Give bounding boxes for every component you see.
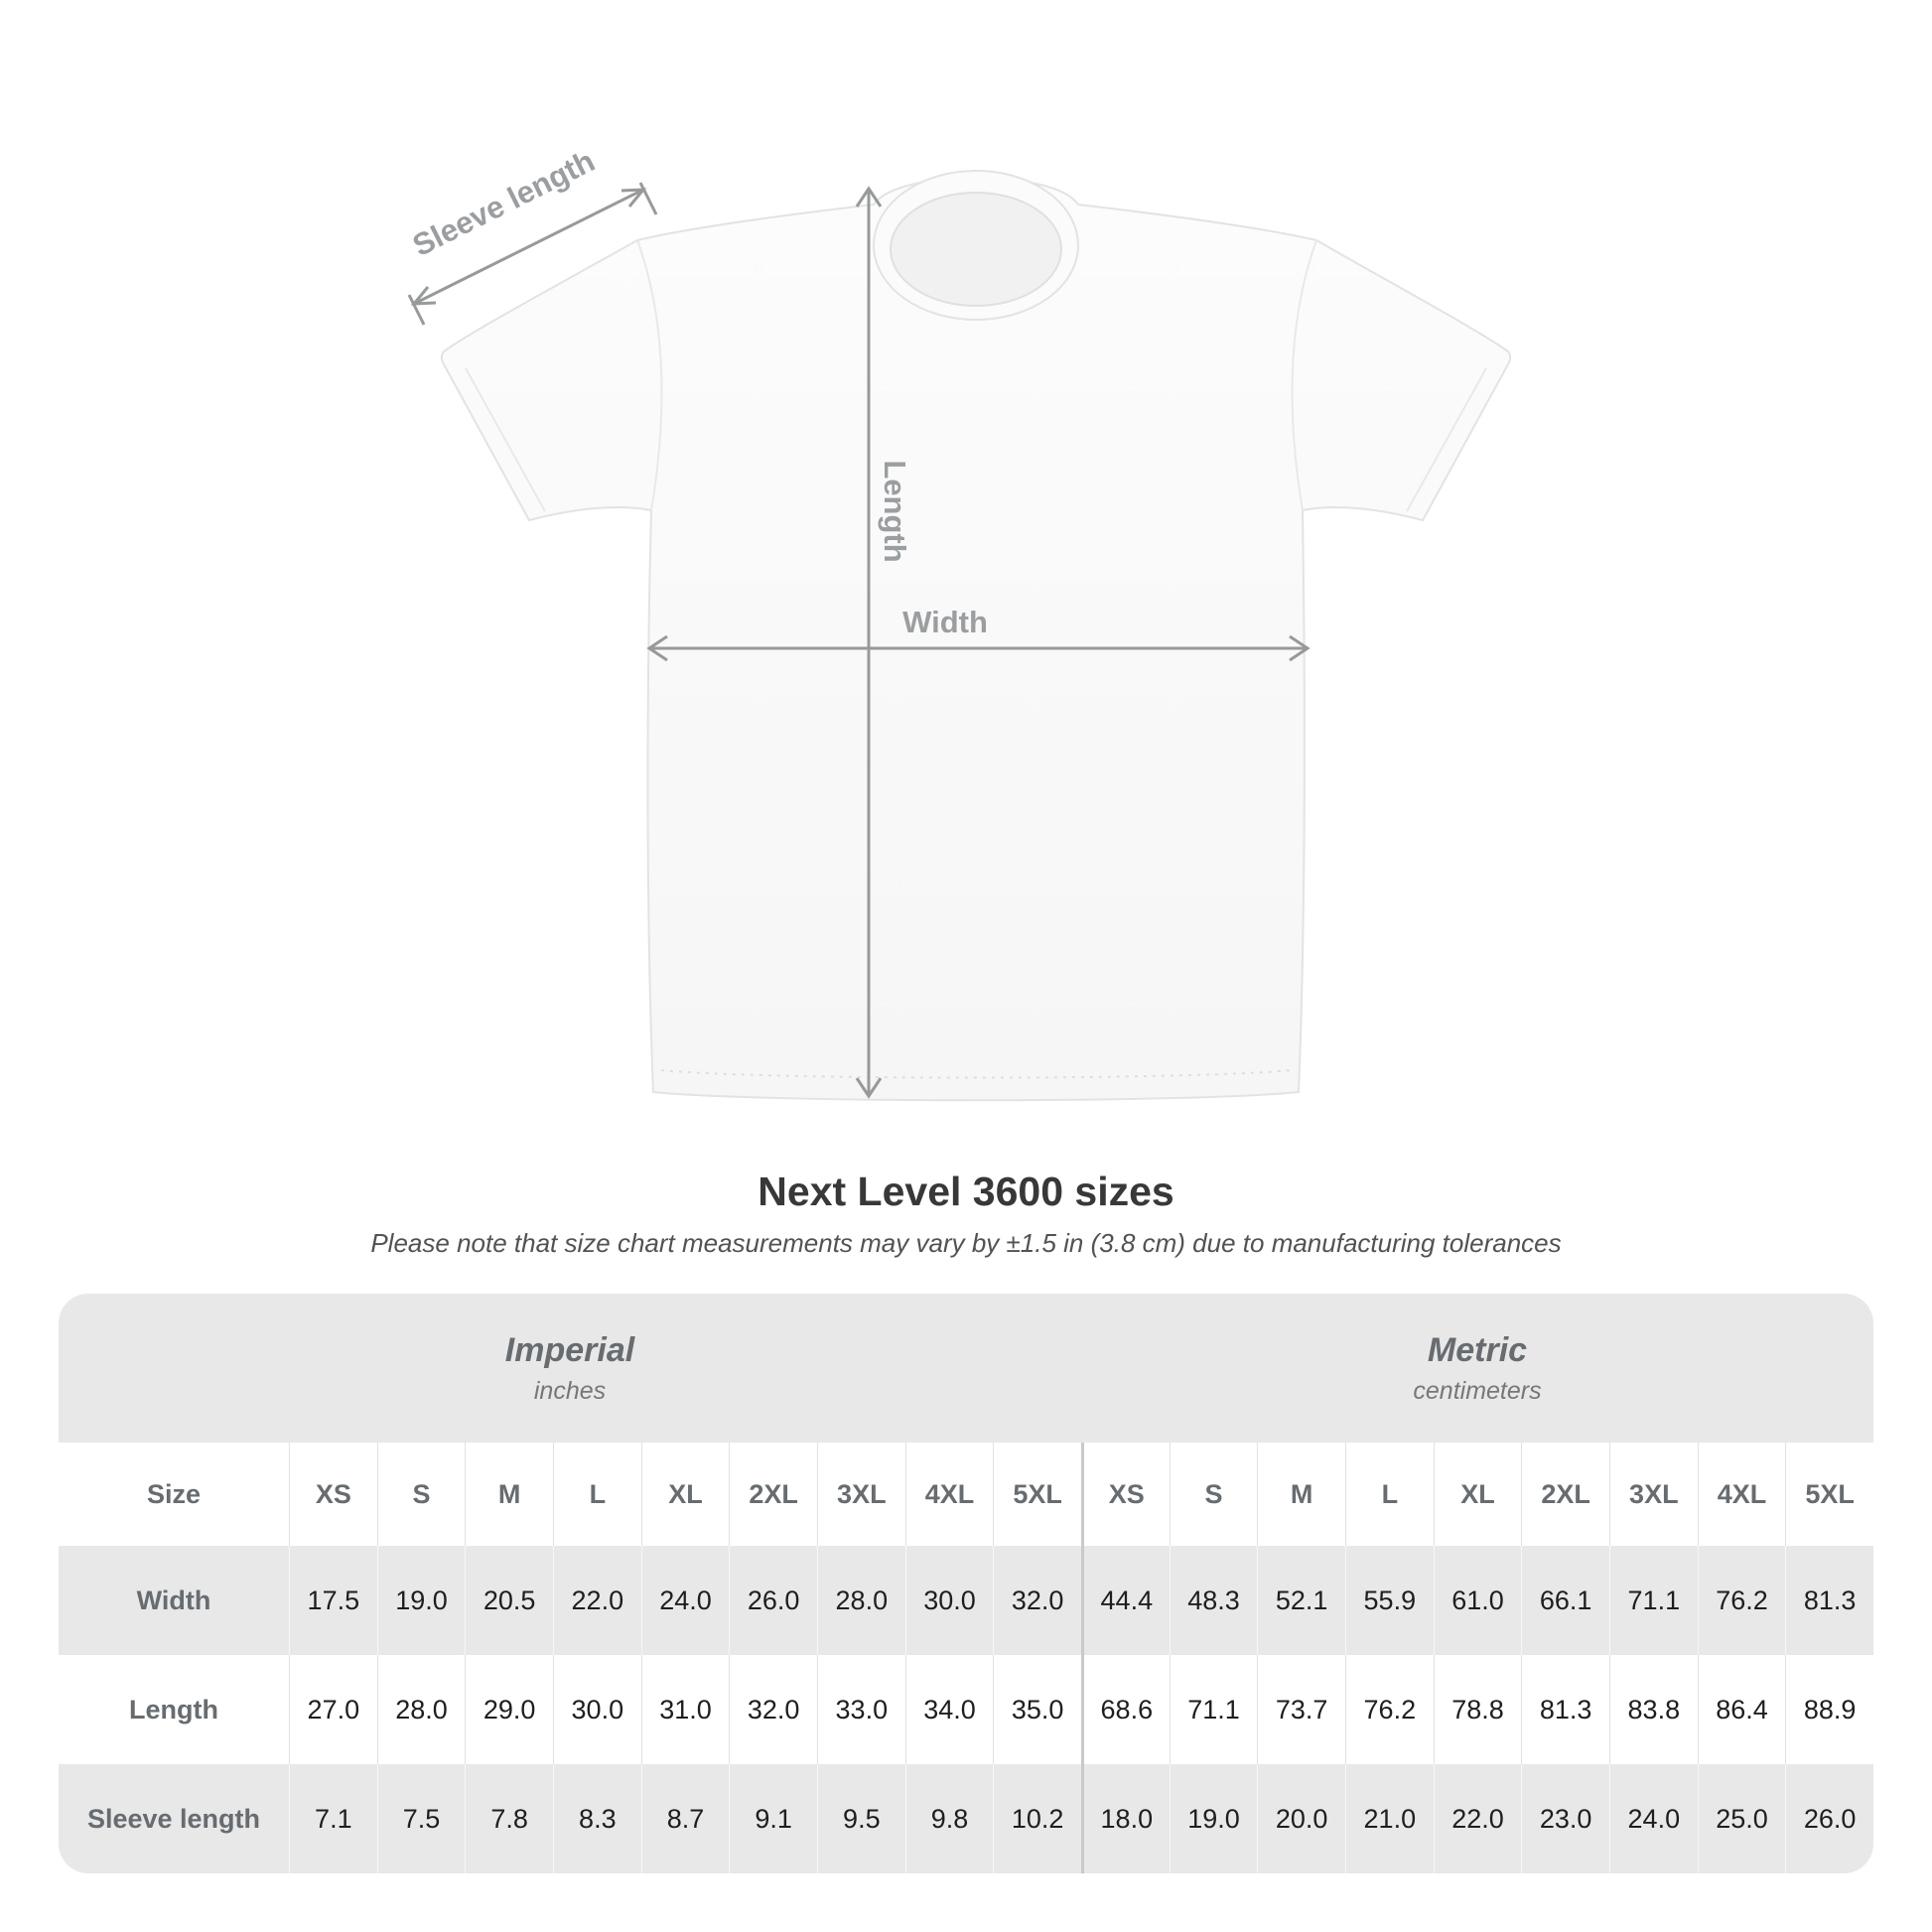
value-cell: 66.1 <box>1521 1546 1609 1655</box>
metric-header <box>1081 1294 1873 1443</box>
value-cell: 55.9 <box>1345 1546 1434 1655</box>
size-header: S <box>377 1443 466 1546</box>
value-cell: 32.0 <box>993 1546 1081 1655</box>
unit-header-band <box>59 1294 1873 1443</box>
value-cell: 30.0 <box>553 1655 641 1764</box>
value-cell: 68.6 <box>1081 1655 1170 1764</box>
value-cell: 7.5 <box>377 1764 466 1873</box>
value-cell: 22.0 <box>1434 1764 1522 1873</box>
value-cell: 28.0 <box>377 1655 466 1764</box>
value-cell: 81.3 <box>1521 1655 1609 1764</box>
page-title: Next Level 3600 sizes <box>758 1169 1174 1214</box>
value-cell: 35.0 <box>993 1655 1081 1764</box>
size-header: XL <box>1434 1443 1522 1546</box>
size-table <box>59 1294 1873 1873</box>
row-label: Length <box>59 1655 289 1764</box>
value-cell: 22.0 <box>553 1546 641 1655</box>
size-header: L <box>553 1443 641 1546</box>
size-header: 3XL <box>817 1443 905 1546</box>
value-cell: 7.1 <box>289 1764 377 1873</box>
value-cell: 9.8 <box>905 1764 994 1873</box>
size-header: L <box>1345 1443 1434 1546</box>
value-cell: 31.0 <box>641 1655 730 1764</box>
value-cell: 44.4 <box>1081 1546 1170 1655</box>
size-header: XL <box>641 1443 730 1546</box>
value-cell: 30.0 <box>905 1546 994 1655</box>
size-header: M <box>465 1443 553 1546</box>
length-row <box>59 1655 1873 1764</box>
size-header: XS <box>289 1443 377 1546</box>
value-cell: 8.3 <box>553 1764 641 1873</box>
value-cell: 61.0 <box>1434 1546 1522 1655</box>
value-cell: 10.2 <box>993 1764 1081 1873</box>
size-col-label: Size <box>59 1443 289 1546</box>
sleeve-length-label: Sleeve length <box>407 143 601 264</box>
value-cell: 25.0 <box>1698 1764 1786 1873</box>
metric-unit: centimeters <box>1413 1376 1542 1405</box>
size-header: 4XL <box>905 1443 994 1546</box>
value-cell: 24.0 <box>641 1546 730 1655</box>
size-header-row <box>59 1443 1873 1546</box>
imperial-unit: inches <box>533 1376 607 1405</box>
size-header: XS <box>1081 1443 1170 1546</box>
value-cell: 71.1 <box>1609 1546 1698 1655</box>
value-cell: 28.0 <box>817 1546 905 1655</box>
value-cell: 73.7 <box>1257 1655 1345 1764</box>
value-cell: 20.5 <box>465 1546 553 1655</box>
row-label: Width <box>59 1546 289 1655</box>
imperial-title: Imperial <box>504 1330 635 1369</box>
value-cell: 19.0 <box>377 1546 466 1655</box>
value-cell: 83.8 <box>1609 1655 1698 1764</box>
value-cell: 20.0 <box>1257 1764 1345 1873</box>
value-cell: 26.0 <box>1785 1764 1873 1873</box>
metric-title: Metric <box>1427 1330 1528 1369</box>
value-cell: 7.8 <box>465 1764 553 1873</box>
value-cell: 9.1 <box>729 1764 817 1873</box>
length-label: Length <box>878 460 912 563</box>
value-cell: 17.5 <box>289 1546 377 1655</box>
size-header: 2XL <box>729 1443 817 1546</box>
value-cell: 9.5 <box>817 1764 905 1873</box>
size-header: 5XL <box>993 1443 1081 1546</box>
size-header: 2XL <box>1521 1443 1609 1546</box>
value-cell: 76.2 <box>1345 1655 1434 1764</box>
size-header: M <box>1257 1443 1345 1546</box>
value-cell: 86.4 <box>1698 1655 1786 1764</box>
size-header: 3XL <box>1609 1443 1698 1546</box>
width-row <box>59 1546 1873 1655</box>
value-cell: 23.0 <box>1521 1764 1609 1873</box>
value-cell: 52.1 <box>1257 1546 1345 1655</box>
value-cell: 71.1 <box>1170 1655 1258 1764</box>
imperial-header <box>59 1294 1081 1443</box>
size-header: S <box>1170 1443 1258 1546</box>
value-cell: 88.9 <box>1785 1655 1873 1764</box>
value-cell: 19.0 <box>1170 1764 1258 1873</box>
row-label: Sleeve length <box>59 1764 289 1873</box>
value-cell: 78.8 <box>1434 1655 1522 1764</box>
collar-inner <box>891 193 1061 306</box>
value-cell: 8.7 <box>641 1764 730 1873</box>
value-cell: 29.0 <box>465 1655 553 1764</box>
value-cell: 24.0 <box>1609 1764 1698 1873</box>
value-cell: 21.0 <box>1345 1764 1434 1873</box>
width-label: Width <box>902 605 988 639</box>
value-cell: 48.3 <box>1170 1546 1258 1655</box>
value-cell: 26.0 <box>729 1546 817 1655</box>
value-cell: 27.0 <box>289 1655 377 1764</box>
tolerance-note: Please note that size chart measurements may vary by ±1.5 in (3.8 cm) due to manufacturing tolerances <box>370 1228 1562 1258</box>
sleeve-length-row <box>59 1764 1873 1873</box>
size-header: 5XL <box>1785 1443 1873 1546</box>
size-header: 4XL <box>1698 1443 1786 1546</box>
value-cell: 18.0 <box>1081 1764 1170 1873</box>
value-cell: 34.0 <box>905 1655 994 1764</box>
value-cell: 76.2 <box>1698 1546 1786 1655</box>
value-cell: 32.0 <box>729 1655 817 1764</box>
value-cell: 81.3 <box>1785 1546 1873 1655</box>
value-cell: 33.0 <box>817 1655 905 1764</box>
